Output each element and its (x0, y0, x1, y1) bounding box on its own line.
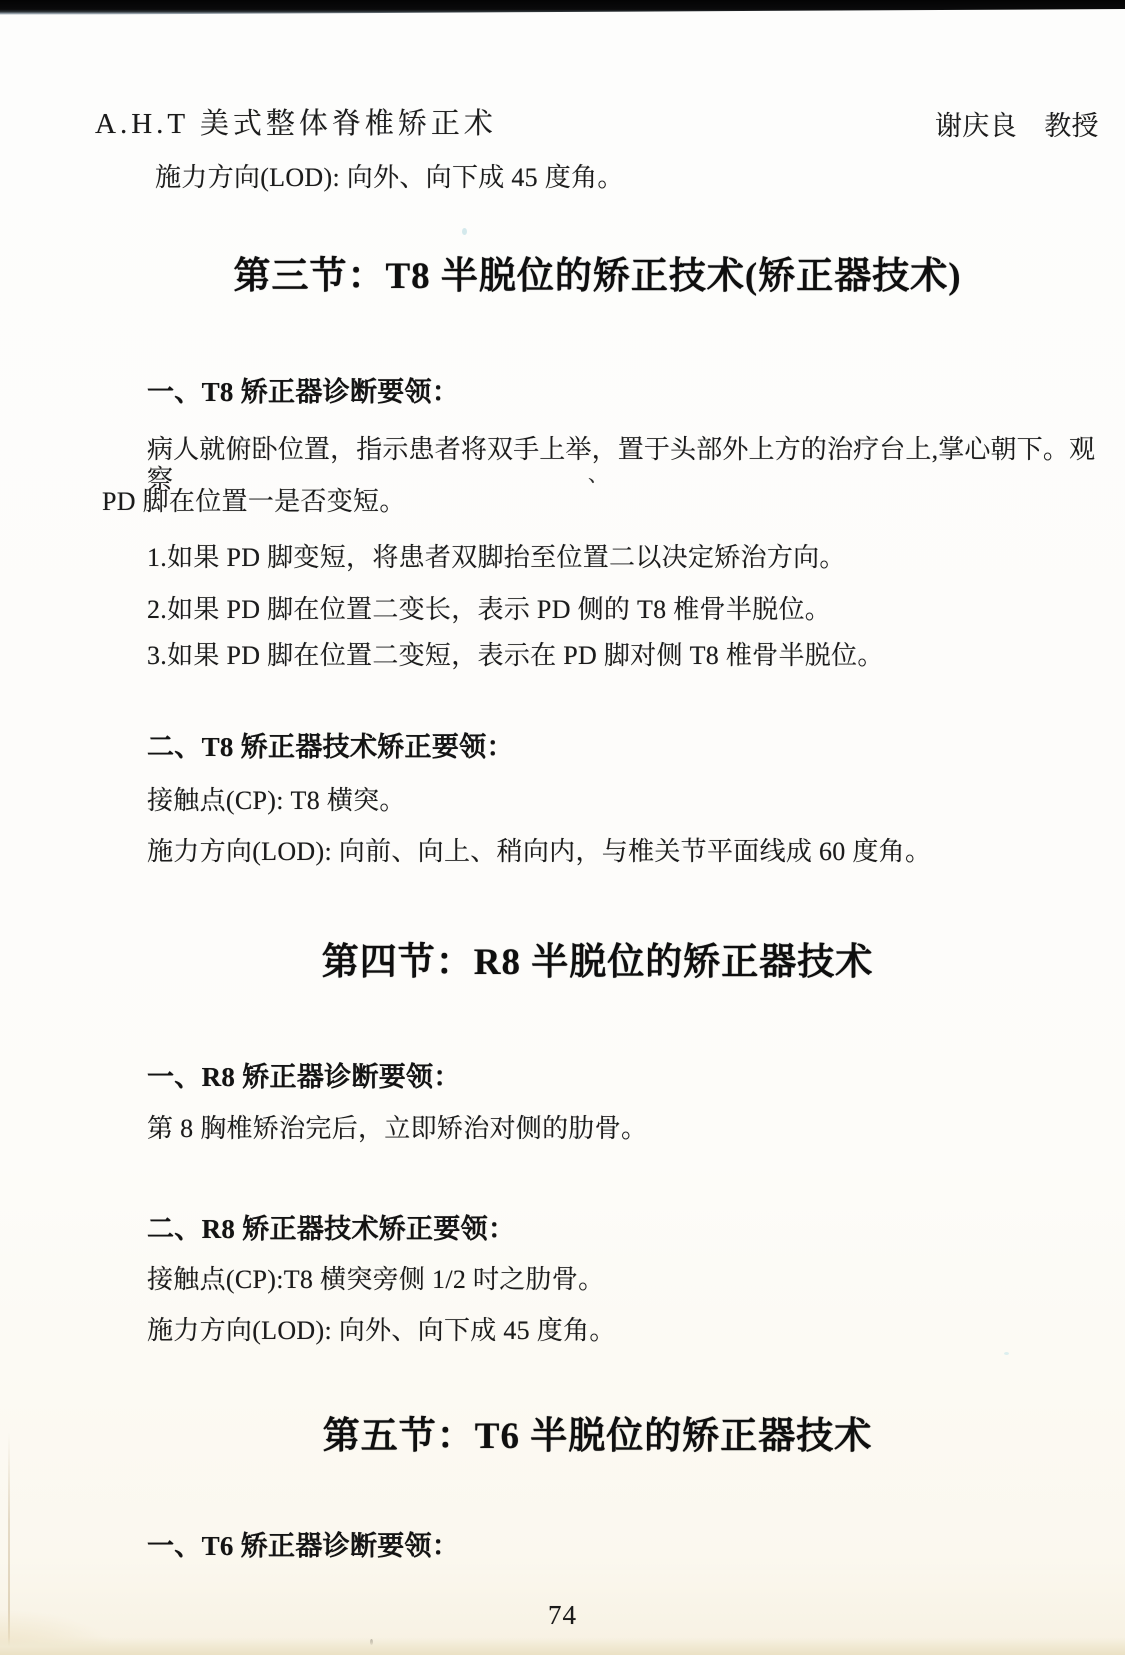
r8-contact-point-line: 接触点(CP):T8 横突旁侧 1/2 吋之肋骨。 (147, 1265, 605, 1294)
t8-diagnosis-item-1: 1.如果 PD 脚变短，将患者双脚抬至位置二以决定矫治方向。 (147, 543, 846, 572)
r8-lod-line: 施力方向(LOD): 向外、向下成 45 度角。 (147, 1316, 616, 1345)
intro-lod-line: 施力方向(LOD): 向外、向下成 45 度角。 (155, 163, 624, 192)
page-edge-bottom-tint (0, 1637, 1125, 1655)
t8-technique-subheading: 二、T8 矫正器技术矫正要领： (147, 732, 514, 762)
stray-ink-mark: 、 (588, 464, 609, 486)
r8-paragraph: 第 8 胸椎矫治完后，立即矫治对侧的肋骨。 (147, 1114, 648, 1143)
scan-speck-cyan-2 (1004, 1352, 1009, 1355)
page-number: 74 (548, 1600, 577, 1630)
t8-diagnosis-subheading: 一、T8 矫正器诊断要领： (147, 377, 460, 407)
scanner-edge-bar (0, 0, 1125, 15)
t8-diagnosis-item-3: 3.如果 PD 脚在位置二变短，表示在 PD 脚对侧 T8 椎骨半脱位。 (147, 641, 884, 670)
t6-diagnosis-subheading: 一、T6 矫正器诊断要领： (147, 1531, 460, 1561)
r8-technique-subheading: 二、R8 矫正器技术矫正要领： (147, 1214, 516, 1244)
section-heading-t8: 第三节：T8 半脱位的矫正技术(矫正器技术) (233, 256, 962, 297)
t8-diagnosis-item-2: 2.如果 PD 脚在位置二变长，表示 PD 侧的 T8 椎骨半脱位。 (147, 595, 832, 624)
running-header-title: A.H.T 美式整体脊椎矫正术 (95, 108, 497, 140)
t8-contact-point-line: 接触点(CP): T8 横突。 (147, 786, 406, 815)
t8-lod-line: 施力方向(LOD): 向前、向上、稍向内，与椎关节平面线成 60 度角。 (147, 837, 932, 866)
t8-paragraph-line2: PD 脚在位置一是否变短。 (102, 487, 406, 516)
r8-diagnosis-subheading: 一、R8 矫正器诊断要领： (147, 1062, 461, 1092)
running-header-author: 谢庆良 教授 (935, 111, 1099, 141)
scan-speck-cyan (462, 228, 467, 235)
t8-paragraph-line1: 病人就俯卧位置，指示患者将双手上举，置于头部外上方的治疗台上,掌心朝下。观察 (147, 435, 1095, 494)
section-heading-r8: 第四节：R8 半脱位的矫正器技术 (321, 942, 874, 983)
section-heading-t6: 第五节：T6 半脱位的矫正器技术 (322, 1416, 873, 1457)
